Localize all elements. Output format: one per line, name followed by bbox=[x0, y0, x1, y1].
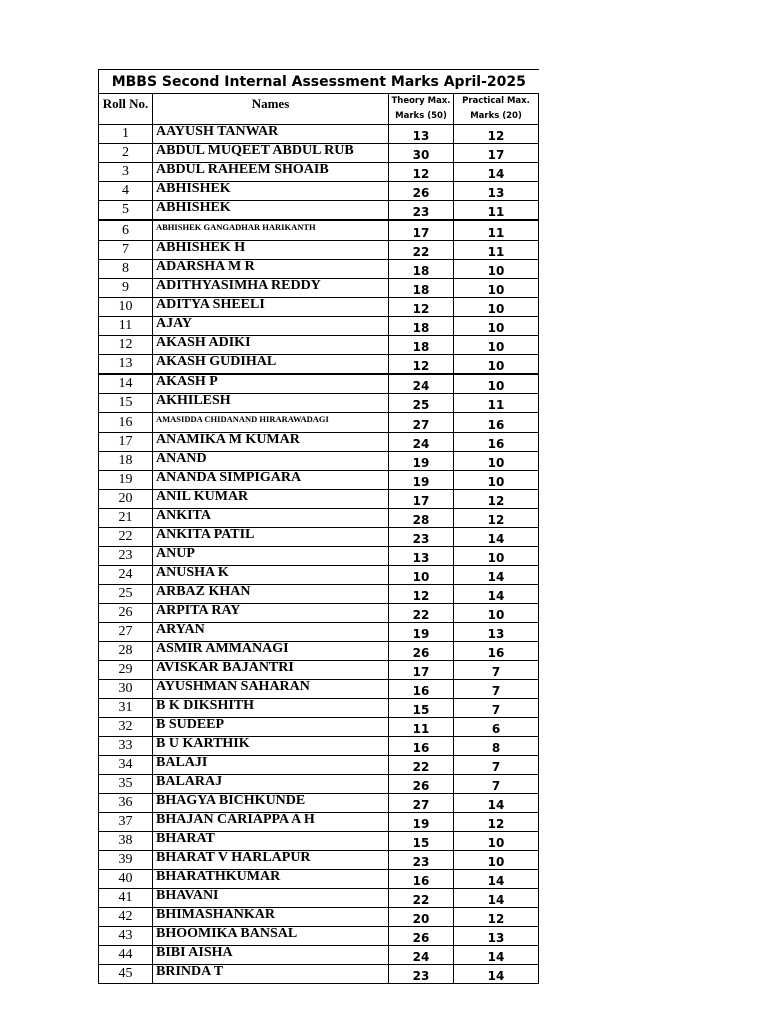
roll-no-cell: 26 bbox=[99, 604, 153, 623]
roll-no-cell: 36 bbox=[99, 794, 153, 813]
theory-marks-cell: 16 bbox=[389, 870, 454, 889]
practical-marks-cell: 16 bbox=[454, 433, 539, 452]
student-name-cell: ABHISHEK bbox=[153, 182, 389, 201]
student-name-cell: AAYUSH TANWAR bbox=[153, 125, 389, 144]
practical-marks-cell: 10 bbox=[454, 832, 539, 851]
practical-marks-cell: 10 bbox=[454, 355, 539, 375]
theory-marks-cell: 17 bbox=[389, 220, 454, 241]
practical-marks-cell: 16 bbox=[454, 413, 539, 433]
table-row bbox=[99, 585, 539, 604]
roll-no-cell: 3 bbox=[99, 163, 153, 182]
table-row bbox=[99, 220, 539, 241]
theory-marks-cell: 26 bbox=[389, 775, 454, 794]
table-row bbox=[99, 927, 539, 946]
header-roll-no: Roll No. bbox=[99, 94, 153, 125]
roll-no-cell: 7 bbox=[99, 241, 153, 260]
roll-no-cell: 6 bbox=[99, 220, 153, 241]
theory-marks-cell: 23 bbox=[389, 965, 454, 984]
theory-marks-cell: 27 bbox=[389, 413, 454, 433]
theory-marks-cell: 19 bbox=[389, 623, 454, 642]
practical-marks-cell: 12 bbox=[454, 509, 539, 528]
roll-no-cell: 14 bbox=[99, 374, 153, 394]
practical-marks-cell: 14 bbox=[454, 965, 539, 984]
roll-no-cell: 25 bbox=[99, 585, 153, 604]
table-row bbox=[99, 870, 539, 889]
roll-no-cell: 11 bbox=[99, 317, 153, 336]
table-row bbox=[99, 737, 539, 756]
student-name-cell: BALAJI bbox=[153, 756, 389, 775]
table-row bbox=[99, 144, 539, 163]
roll-no-cell: 40 bbox=[99, 870, 153, 889]
theory-marks-cell: 15 bbox=[389, 699, 454, 718]
student-name-cell: BALARAJ bbox=[153, 775, 389, 794]
table-row bbox=[99, 298, 539, 317]
theory-marks-cell: 24 bbox=[389, 374, 454, 394]
table-row bbox=[99, 661, 539, 680]
student-name-cell: ABDUL MUQEET ABDUL RUB bbox=[153, 144, 389, 163]
table-row bbox=[99, 566, 539, 585]
roll-no-cell: 24 bbox=[99, 566, 153, 585]
student-name-cell: BHARATHKUMAR bbox=[153, 870, 389, 889]
student-name-cell: ARYAN bbox=[153, 623, 389, 642]
practical-marks-cell: 7 bbox=[454, 775, 539, 794]
student-name-cell: AMASIDDA CHIDANAND HIRARAWADAGI bbox=[153, 413, 389, 433]
table-row bbox=[99, 547, 539, 566]
roll-no-cell: 18 bbox=[99, 452, 153, 471]
student-name-cell: BHAJAN CARIAPPA A H bbox=[153, 813, 389, 832]
theory-marks-cell: 26 bbox=[389, 642, 454, 661]
student-name-cell: BIBI AISHA bbox=[153, 946, 389, 965]
table-row bbox=[99, 699, 539, 718]
roll-no-cell: 5 bbox=[99, 201, 153, 221]
practical-marks-cell: 14 bbox=[454, 566, 539, 585]
table-row bbox=[99, 832, 539, 851]
roll-no-cell: 44 bbox=[99, 946, 153, 965]
table-row bbox=[99, 813, 539, 832]
table-row bbox=[99, 241, 539, 260]
table-row bbox=[99, 775, 539, 794]
table-row bbox=[99, 163, 539, 182]
practical-marks-cell: 10 bbox=[454, 851, 539, 870]
student-name-cell: ANKITA PATIL bbox=[153, 528, 389, 547]
student-name-cell: B SUDEEP bbox=[153, 718, 389, 737]
student-name-cell: ABDUL RAHEEM SHOAIB bbox=[153, 163, 389, 182]
table-row bbox=[99, 604, 539, 623]
practical-marks-cell: 14 bbox=[454, 889, 539, 908]
theory-marks-cell: 23 bbox=[389, 528, 454, 547]
roll-no-cell: 28 bbox=[99, 642, 153, 661]
student-name-cell: ARPITA RAY bbox=[153, 604, 389, 623]
student-name-cell: AKASH GUDIHAL bbox=[153, 355, 389, 375]
practical-marks-cell: 10 bbox=[454, 374, 539, 394]
theory-marks-cell: 12 bbox=[389, 163, 454, 182]
roll-no-cell: 29 bbox=[99, 661, 153, 680]
sheet-title: MBBS Second Internal Assessment Marks April-2025 bbox=[99, 70, 539, 94]
practical-marks-cell: 14 bbox=[454, 585, 539, 604]
table-row bbox=[99, 946, 539, 965]
roll-no-cell: 39 bbox=[99, 851, 153, 870]
theory-marks-cell: 12 bbox=[389, 355, 454, 375]
title-row bbox=[99, 70, 539, 94]
practical-marks-cell: 13 bbox=[454, 623, 539, 642]
roll-no-cell: 9 bbox=[99, 279, 153, 298]
roll-no-cell: 15 bbox=[99, 394, 153, 413]
theory-marks-cell: 20 bbox=[389, 908, 454, 927]
student-name-cell: ANUP bbox=[153, 547, 389, 566]
table-row bbox=[99, 260, 539, 279]
table-row bbox=[99, 908, 539, 927]
header-theory-marks: Theory Max. Marks (50) bbox=[389, 94, 454, 125]
table-row bbox=[99, 680, 539, 699]
practical-marks-cell: 10 bbox=[454, 471, 539, 490]
theory-marks-cell: 26 bbox=[389, 182, 454, 201]
practical-marks-cell: 6 bbox=[454, 718, 539, 737]
student-name-cell: BHOOMIKA BANSAL bbox=[153, 927, 389, 946]
header-row bbox=[99, 94, 539, 125]
roll-no-cell: 21 bbox=[99, 509, 153, 528]
student-name-cell: ADARSHA M R bbox=[153, 260, 389, 279]
theory-marks-cell: 13 bbox=[389, 125, 454, 144]
practical-marks-cell: 14 bbox=[454, 528, 539, 547]
theory-marks-cell: 15 bbox=[389, 832, 454, 851]
student-name-cell: B U KARTHIK bbox=[153, 737, 389, 756]
student-name-cell: ABHISHEK H bbox=[153, 241, 389, 260]
table-row bbox=[99, 201, 539, 221]
roll-no-cell: 16 bbox=[99, 413, 153, 433]
theory-marks-cell: 19 bbox=[389, 813, 454, 832]
practical-marks-cell: 10 bbox=[454, 547, 539, 566]
student-name-cell: BHARAT bbox=[153, 832, 389, 851]
practical-marks-cell: 14 bbox=[454, 163, 539, 182]
table-row bbox=[99, 794, 539, 813]
practical-marks-cell: 10 bbox=[454, 452, 539, 471]
student-name-cell: ANAMIKA M KUMAR bbox=[153, 433, 389, 452]
practical-marks-cell: 12 bbox=[454, 490, 539, 509]
table-row bbox=[99, 336, 539, 355]
roll-no-cell: 31 bbox=[99, 699, 153, 718]
marks-table bbox=[98, 69, 539, 984]
student-name-cell: ANANDA SIMPIGARA bbox=[153, 471, 389, 490]
table-row bbox=[99, 718, 539, 737]
practical-marks-cell: 14 bbox=[454, 946, 539, 965]
header-practical-marks: Practical Max. Marks (20) bbox=[454, 94, 539, 125]
practical-marks-cell: 11 bbox=[454, 201, 539, 221]
roll-no-cell: 33 bbox=[99, 737, 153, 756]
practical-marks-cell: 11 bbox=[454, 220, 539, 241]
student-name-cell: B K DIKSHITH bbox=[153, 699, 389, 718]
roll-no-cell: 22 bbox=[99, 528, 153, 547]
theory-marks-cell: 16 bbox=[389, 737, 454, 756]
theory-marks-cell: 18 bbox=[389, 317, 454, 336]
roll-no-cell: 12 bbox=[99, 336, 153, 355]
practical-marks-cell: 11 bbox=[454, 394, 539, 413]
table-row bbox=[99, 528, 539, 547]
student-name-cell: AKASH ADIKI bbox=[153, 336, 389, 355]
student-name-cell: AJAY bbox=[153, 317, 389, 336]
theory-marks-cell: 26 bbox=[389, 927, 454, 946]
table-row bbox=[99, 317, 539, 336]
roll-no-cell: 35 bbox=[99, 775, 153, 794]
table-row bbox=[99, 355, 539, 375]
roll-no-cell: 42 bbox=[99, 908, 153, 927]
table-row bbox=[99, 374, 539, 394]
theory-marks-cell: 11 bbox=[389, 718, 454, 737]
theory-marks-cell: 25 bbox=[389, 394, 454, 413]
student-name-cell: BHAGYA BICHKUNDE bbox=[153, 794, 389, 813]
roll-no-cell: 38 bbox=[99, 832, 153, 851]
student-name-cell: BHIMASHANKAR bbox=[153, 908, 389, 927]
practical-marks-cell: 10 bbox=[454, 260, 539, 279]
student-name-cell: AVISKAR BAJANTRI bbox=[153, 661, 389, 680]
roll-no-cell: 13 bbox=[99, 355, 153, 375]
practical-marks-cell: 10 bbox=[454, 317, 539, 336]
table-row bbox=[99, 452, 539, 471]
student-name-cell: ANUSHA K bbox=[153, 566, 389, 585]
practical-marks-cell: 14 bbox=[454, 794, 539, 813]
theory-marks-cell: 12 bbox=[389, 585, 454, 604]
table-row bbox=[99, 394, 539, 413]
student-name-cell: BRINDA T bbox=[153, 965, 389, 984]
student-name-cell: ADITYA SHEELI bbox=[153, 298, 389, 317]
student-name-cell: ANAND bbox=[153, 452, 389, 471]
theory-marks-cell: 28 bbox=[389, 509, 454, 528]
roll-no-cell: 8 bbox=[99, 260, 153, 279]
student-name-cell: ARBAZ KHAN bbox=[153, 585, 389, 604]
theory-marks-cell: 23 bbox=[389, 201, 454, 221]
roll-no-cell: 45 bbox=[99, 965, 153, 984]
theory-marks-cell: 22 bbox=[389, 756, 454, 775]
practical-marks-cell: 12 bbox=[454, 908, 539, 927]
practical-marks-cell: 7 bbox=[454, 680, 539, 699]
theory-marks-cell: 18 bbox=[389, 279, 454, 298]
table-row bbox=[99, 509, 539, 528]
table-row bbox=[99, 279, 539, 298]
roll-no-cell: 4 bbox=[99, 182, 153, 201]
table-row bbox=[99, 433, 539, 452]
theory-marks-cell: 24 bbox=[389, 946, 454, 965]
student-name-cell: BHARAT V HARLAPUR bbox=[153, 851, 389, 870]
roll-no-cell: 10 bbox=[99, 298, 153, 317]
table-row bbox=[99, 413, 539, 433]
practical-marks-cell: 17 bbox=[454, 144, 539, 163]
theory-marks-cell: 18 bbox=[389, 336, 454, 355]
roll-no-cell: 1 bbox=[99, 125, 153, 144]
practical-marks-cell: 7 bbox=[454, 699, 539, 718]
practical-marks-cell: 13 bbox=[454, 182, 539, 201]
theory-marks-cell: 30 bbox=[389, 144, 454, 163]
header-names: Names bbox=[153, 94, 389, 125]
student-name-cell: ANKITA bbox=[153, 509, 389, 528]
roll-no-cell: 27 bbox=[99, 623, 153, 642]
theory-marks-cell: 19 bbox=[389, 452, 454, 471]
table-row bbox=[99, 623, 539, 642]
roll-no-cell: 23 bbox=[99, 547, 153, 566]
marks-rows bbox=[99, 125, 539, 984]
practical-marks-cell: 10 bbox=[454, 336, 539, 355]
marks-sheet bbox=[98, 69, 538, 984]
theory-marks-cell: 19 bbox=[389, 471, 454, 490]
theory-marks-cell: 22 bbox=[389, 241, 454, 260]
practical-marks-cell: 10 bbox=[454, 279, 539, 298]
student-name-cell: AYUSHMAN SAHARAN bbox=[153, 680, 389, 699]
table-row bbox=[99, 851, 539, 870]
roll-no-cell: 19 bbox=[99, 471, 153, 490]
roll-no-cell: 32 bbox=[99, 718, 153, 737]
student-name-cell: AKASH P bbox=[153, 374, 389, 394]
student-name-cell: AKHILESH bbox=[153, 394, 389, 413]
practical-marks-cell: 10 bbox=[454, 604, 539, 623]
roll-no-cell: 41 bbox=[99, 889, 153, 908]
table-row bbox=[99, 756, 539, 775]
theory-marks-cell: 17 bbox=[389, 490, 454, 509]
student-name-cell: ABHISHEK bbox=[153, 201, 389, 221]
table-row bbox=[99, 490, 539, 509]
theory-marks-cell: 18 bbox=[389, 260, 454, 279]
roll-no-cell: 2 bbox=[99, 144, 153, 163]
roll-no-cell: 43 bbox=[99, 927, 153, 946]
practical-marks-cell: 10 bbox=[454, 298, 539, 317]
roll-no-cell: 37 bbox=[99, 813, 153, 832]
theory-marks-cell: 16 bbox=[389, 680, 454, 699]
theory-marks-cell: 27 bbox=[389, 794, 454, 813]
theory-marks-cell: 13 bbox=[389, 547, 454, 566]
theory-marks-cell: 12 bbox=[389, 298, 454, 317]
roll-no-cell: 20 bbox=[99, 490, 153, 509]
theory-marks-cell: 24 bbox=[389, 433, 454, 452]
student-name-cell: BHAVANI bbox=[153, 889, 389, 908]
student-name-cell: ASMIR AMMANAGI bbox=[153, 642, 389, 661]
practical-marks-cell: 16 bbox=[454, 642, 539, 661]
roll-no-cell: 30 bbox=[99, 680, 153, 699]
table-row bbox=[99, 642, 539, 661]
theory-marks-cell: 17 bbox=[389, 661, 454, 680]
practical-marks-cell: 7 bbox=[454, 661, 539, 680]
theory-marks-cell: 22 bbox=[389, 889, 454, 908]
table-row bbox=[99, 125, 539, 144]
theory-marks-cell: 10 bbox=[389, 566, 454, 585]
table-row bbox=[99, 889, 539, 908]
table-row bbox=[99, 471, 539, 490]
table-row bbox=[99, 965, 539, 984]
table-row bbox=[99, 182, 539, 201]
roll-no-cell: 17 bbox=[99, 433, 153, 452]
practical-marks-cell: 12 bbox=[454, 813, 539, 832]
theory-marks-cell: 23 bbox=[389, 851, 454, 870]
practical-marks-cell: 12 bbox=[454, 125, 539, 144]
student-name-cell: ADITHYASIMHA REDDY bbox=[153, 279, 389, 298]
practical-marks-cell: 8 bbox=[454, 737, 539, 756]
roll-no-cell: 34 bbox=[99, 756, 153, 775]
practical-marks-cell: 7 bbox=[454, 756, 539, 775]
practical-marks-cell: 14 bbox=[454, 870, 539, 889]
student-name-cell: ANIL KUMAR bbox=[153, 490, 389, 509]
theory-marks-cell: 22 bbox=[389, 604, 454, 623]
practical-marks-cell: 11 bbox=[454, 241, 539, 260]
student-name-cell: ABHISHEK GANGADHAR HARIKANTH bbox=[153, 220, 389, 241]
practical-marks-cell: 13 bbox=[454, 927, 539, 946]
